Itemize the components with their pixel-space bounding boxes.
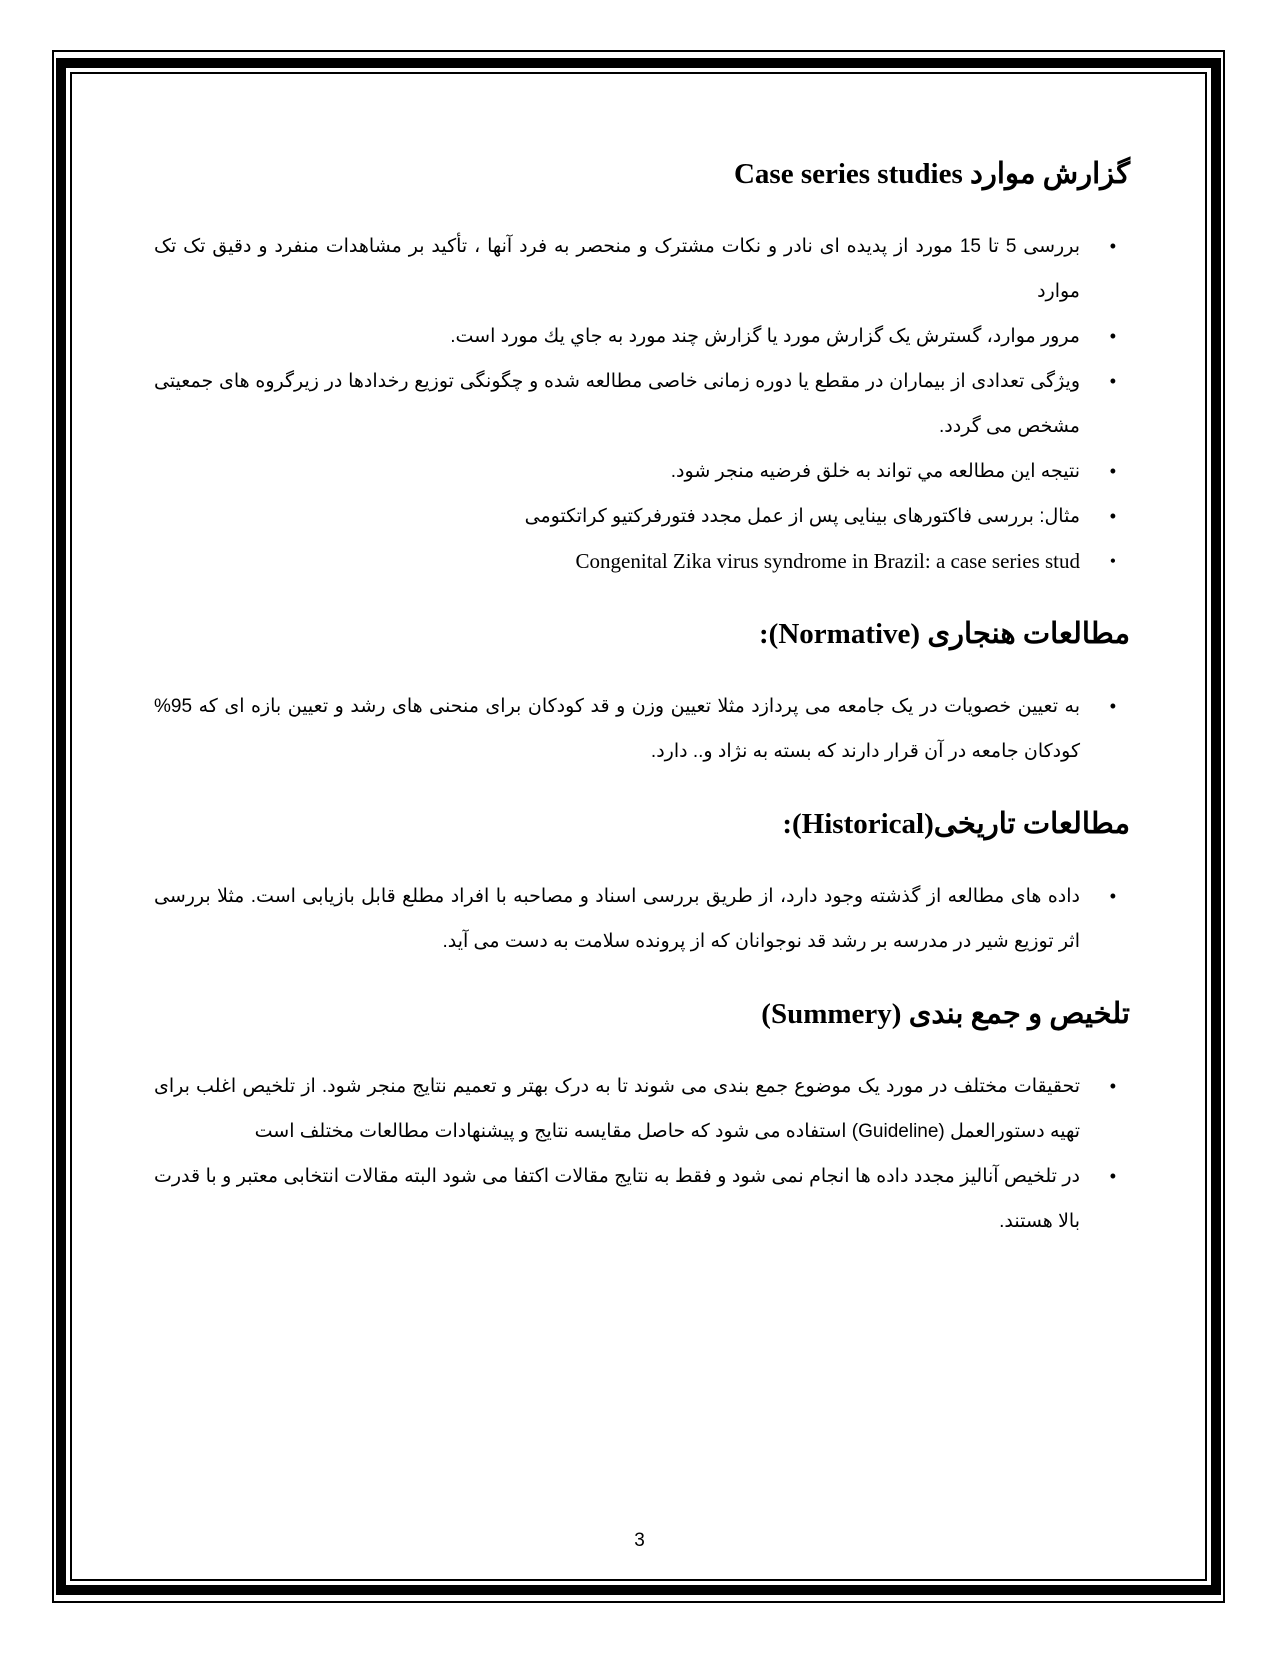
bullet-icon: • (1109, 551, 1116, 571)
section-heading: مطالعات تاریخی(Historical): (782, 808, 1130, 840)
list-item (150, 874, 1130, 964)
section-summary (150, 994, 1130, 1244)
list-item (150, 494, 1130, 539)
list-item (150, 359, 1130, 449)
section-heading: مطالعات هنجاری (Normative): (759, 618, 1130, 650)
bullet-list (150, 684, 1130, 774)
page-number: 3 (634, 1530, 645, 1551)
list-item-text: Congenital Zika virus syndrome in Brazil: a case series stud (575, 549, 1080, 573)
bullet-icon: • (1109, 461, 1116, 481)
bullet-icon: • (1109, 1166, 1116, 1186)
list-item-text: در تلخیص آنالیز مجدد داده ها انجام نمی شود و فقط به نتایج مقالات اکتفا می شود البته مقالات انتخابی معتبر و با قدرت بالا هستند. (154, 1166, 1080, 1232)
section-case-series (150, 154, 1130, 584)
list-item (150, 539, 1130, 584)
document-body (150, 140, 1130, 1274)
list-item-text: بررسی 5 تا 15 مورد از پدیده ای نادر و نکات مشترک و منحصر به فرد آنها ، تأکید بر مشاهدات منفرد و دقیق تک تک موارد (154, 236, 1081, 302)
list-item (150, 449, 1130, 494)
list-item (150, 1154, 1130, 1244)
list-item-text: نتيجه اين مطالعه مي تواند به خلق فرضیه منجر شود. (670, 461, 1080, 482)
list-item (150, 224, 1130, 314)
list-item (150, 1064, 1130, 1154)
list-item-text: تحقیقات مختلف در مورد یک موضوع جمع بندی می شوند تا به درک بهتر و تعمیم نتایج منجر شود. از تلخیص اغلب برای تهیه دستورالعمل (Guideline) استفاده می شود که حاصل مقایسه نتایج و پیشنهادات مطالعات مختلف است (154, 1076, 1080, 1142)
bullet-icon: • (1109, 326, 1116, 346)
section-normative (150, 614, 1130, 774)
bullet-icon: • (1109, 886, 1116, 906)
bullet-list (150, 874, 1130, 964)
section-heading: تلخیص و جمع بندی (Summery) (761, 998, 1130, 1030)
list-item-text: مرور موارد، گسترش یک گزارش مورد یا گزارش چند مورد به جاي يك مورد است. (450, 326, 1080, 347)
list-item (150, 684, 1130, 774)
bullet-icon: • (1109, 696, 1116, 716)
section-historical (150, 804, 1130, 964)
section-heading: گزارش موارد Case series studies (733, 158, 1130, 190)
bullet-icon: • (1109, 236, 1116, 256)
list-item-text: مثال: بررسی فاکتورهای بینایی پس از عمل مجدد فتورفرکتیو کراتکتومی (524, 506, 1080, 527)
list-item (150, 314, 1130, 359)
bullet-icon: • (1109, 1076, 1116, 1096)
list-item-text: داده های مطالعه از گذشته وجود دارد، از طریق بررسی اسناد و مصاحبه با افراد مطلع قابل بازیابی است. مثلا بررسی اثر توزیع شیر در مدرسه بر رشد قد نوجوانان که از پرونده سلامت به دست می آید. (154, 886, 1080, 952)
bullet-icon: • (1109, 371, 1116, 391)
bullet-list (150, 224, 1130, 584)
bullet-list (150, 1064, 1130, 1244)
list-item-text: ویژگی تعدادی از بیماران در مقطع یا دوره زمانی خاصی مطالعه شده و چگونگی توزیع رخدادها در زیرگروه های جمعیتی مشخص می گردد. (154, 371, 1080, 437)
bullet-icon: • (1109, 506, 1116, 526)
list-item-text: به تعیین خصویات در یک جامعه می پردازد مثلا تعیین وزن و قد کودکان برای منحنی های رشد و تعیین بازه ای که 95% کودکان جامعه در آن قرار دارند که بسته به نژاد و.. دارد. (154, 696, 1080, 762)
